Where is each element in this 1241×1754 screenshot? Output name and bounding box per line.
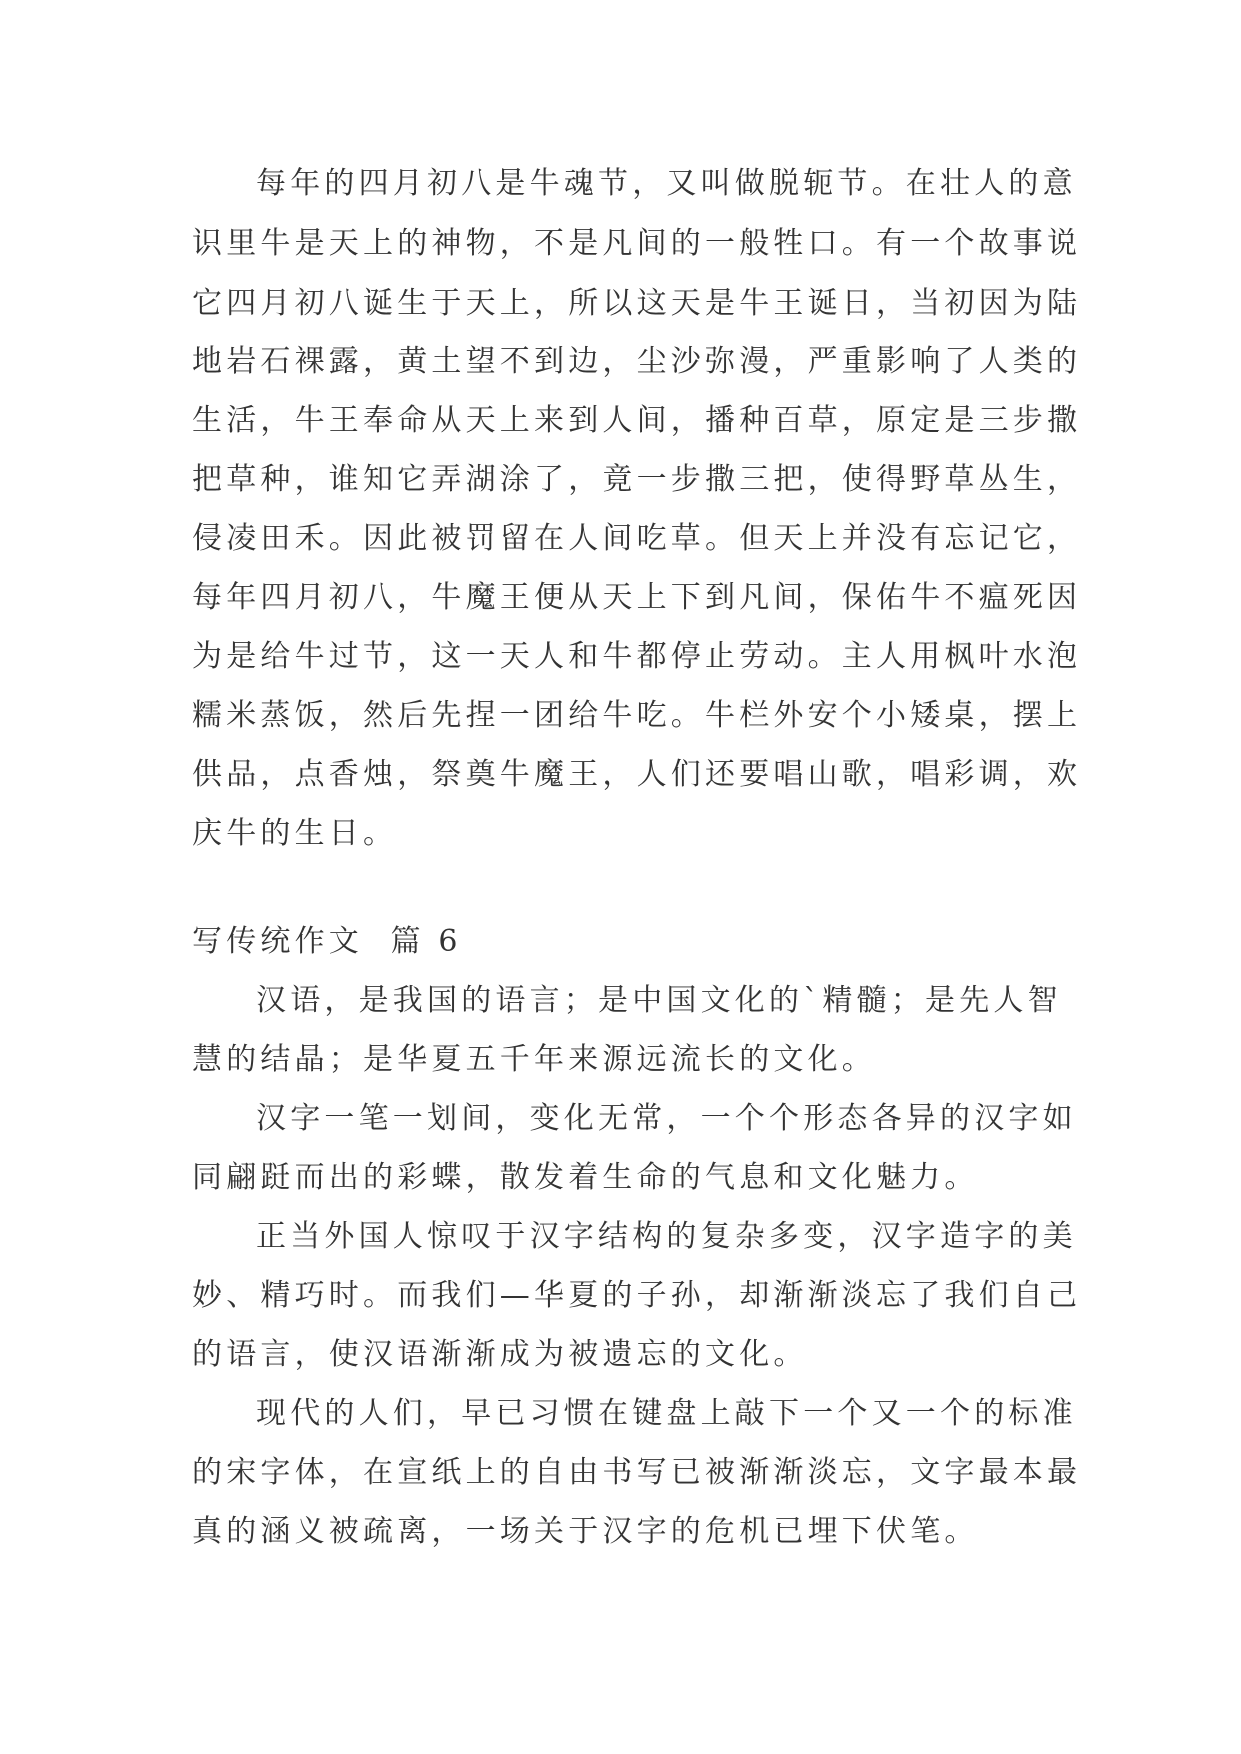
text-line: 的宋字体，在宣纸上的自由书写已被渐渐淡忘，文字最本最 (192, 1455, 1082, 1490)
text-line: 它四月初八诞生于天上，所以这天是牛王诞日，当初因为陆 (192, 286, 1082, 321)
text-line: 正当外国人惊叹于汉字结构的复杂多变，汉字造字的美 (256, 1219, 1077, 1254)
text-line: 的语言，使汉语渐渐成为被遗忘的文化。 (192, 1337, 808, 1372)
text-line: 汉语，是我国的语言；是中国文化的`精髓；是先人智 (256, 983, 1062, 1018)
text-line: 地岩石裸露，黄土望不到边，尘沙弥漫，严重影响了人类的 (192, 344, 1082, 379)
text-line: 现代的人们，早已习惯在键盘上敲下一个又一个的标准 (256, 1396, 1077, 1431)
text-line: 汉字一笔一划间，变化无常，一个个形态各异的汉字如 (256, 1101, 1077, 1136)
text-line: 识里牛是天上的神物，不是凡间的一般牲口。有一个故事说 (192, 226, 1082, 261)
text-line: 为是给牛过节，这一天人和牛都停止劳动。主人用枫叶水泡 (192, 639, 1082, 674)
text-line: 把草种，谁知它弄湖涂了，竟一步撒三把，使得野草丛生， (192, 462, 1082, 497)
text-line: 庆牛的生日。 (192, 816, 398, 851)
text-line: 侵凌田禾。因此被罚留在人间吃草。但天上并没有忘记它， (192, 521, 1082, 556)
text-line: 真的涵义被疏离，一场关于汉字的危机已埋下伏笔。 (192, 1514, 979, 1549)
text-line: 每年的四月初八是牛魂节，又叫做脱轭节。在壮人的意 (256, 166, 1077, 201)
text-line: 糯米蒸饭，然后先捏一团给牛吃。牛栏外安个小矮桌，摆上 (192, 698, 1082, 733)
section-heading: 写传统作文 篇 6 (192, 924, 462, 959)
text-line: 生活，牛王奉命从天上来到人间，播种百草，原定是三步撒 (192, 403, 1082, 438)
text-line: 每年四月初八，牛魔王便从天上下到凡间，保佑牛不瘟死因 (192, 580, 1082, 615)
text-line: 供品，点香烛，祭奠牛魔王，人们还要唱山歌，唱彩调，欢 (192, 757, 1082, 792)
text-line: 同翩跹而出的彩蝶，散发着生命的气息和文化魅力。 (192, 1160, 979, 1195)
text-line: 妙、精巧时。而我们—华夏的子孙，却渐渐淡忘了我们自己 (192, 1278, 1082, 1313)
text-line: 慧的结晶；是华夏五千年来源远流长的文化。 (192, 1042, 876, 1077)
